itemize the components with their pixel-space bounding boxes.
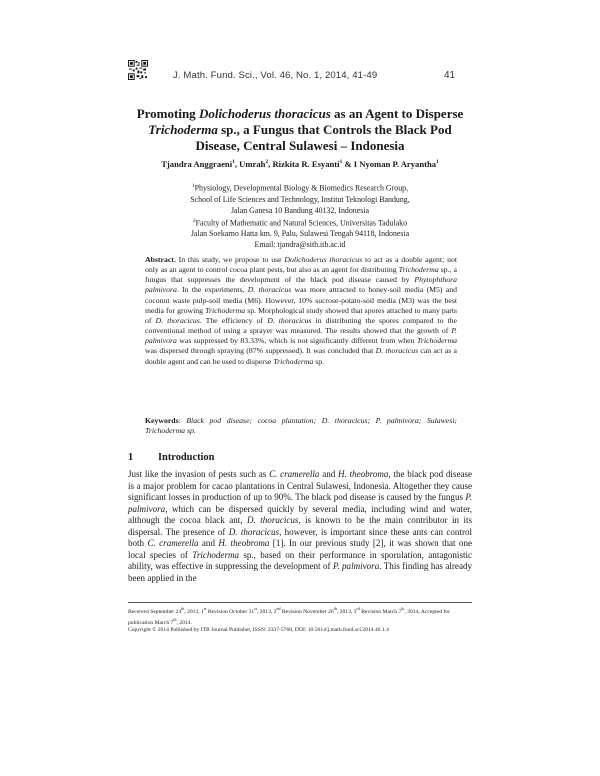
affiliations: [128, 181, 472, 250]
affiliation-1-line-2: School of Life Sciences and Technology, Institut Teknologi Bandung,: [190, 194, 410, 204]
section-title: Introduction: [158, 452, 215, 463]
introduction-paragraph: Just like the invasion of pests such as C. cramerella and H. theobroma, the black pod disease is a major problem for cacao plantations in Central Sulawesi, Indonesia. Altogether they cause significant losses in production of up to 90%. The black pod disease is caused by the fungus P. palmivora, which can be dispersed quickly by several media, including wind and water, although the cocoa black ant, D. thoracicus, is known to be the main contributor in its dispersal. The presence of D. thoracicus, however, is important since these ants can control both C. cramerella and H. theobroma [1]. In our previous study [2], it was shown that one local species of Trichoderma sp., based on their performance in sporulation, antagonistic ability, was effective in suppressing the development of P. palmivora. This finding has already been applied in the: [128, 469, 473, 583]
affiliation-1-line-1: $^1$Physiology, Developmental Biology & Biomedics Research Group,: [191, 183, 409, 193]
author-list: Tjandra Anggraeni$^1$, Umrah$^2$, Rizkita R. Esyanti$^1$ & I Nyoman P. Aryantha$^1$: [161, 159, 439, 169]
footnote-divider: [128, 602, 472, 603]
keywords-list: Black pod disease; cocoa plantation; D. thoracicus; P. palmivora; Sulawesi; Trichoderma sp.: [145, 416, 457, 436]
qr-code-icon: [128, 60, 148, 80]
footnote: [128, 605, 472, 635]
copyright-line: Copyright © 2014 Published by ITB Journal Publisher, ISSN: 2337-5760, DOI: 10.5614/j.math.fund.sci.2014.46.1.4: [128, 627, 389, 634]
section-number: 1: [128, 452, 134, 463]
affiliation-2-line-2: Jalan Soekarno Hatta km. 9, Palu, Sulawesi Tengah 94118, Indonesia: [190, 229, 410, 239]
section-heading-introduction: [128, 452, 214, 463]
affiliation-1-line-3: Jalan Ganesa 10 Bandung 40132, Indonesia: [230, 205, 370, 215]
author-email[interactable]: Email: tjandra@sith.itb.ac.id: [254, 240, 346, 250]
abstract-label: Abstract.: [145, 255, 176, 264]
abstract: Abstract. In this study, we propose to use Dolichoderus thoracicus to act as a double agent; not only as an agent to control cocoa plant pests, but also as an agent for distributing Trichoderma sp., a fungus that suppresses the development of the black pod disease caused by Phytophthora palmivora. In the experiments, D. thoracicus was more attracted to honey-soil media (M5) and coconut waste pulp-soil media (M6). However, 10% sucrose-potato-soil media (M3) was the best media for growing Trichoderma sp. Morphological study showed that spores attached to many parts of D. thoracicus. The efficiency of D. thoracicus in distributing the spores compared to the conventional method of using a sprayer was measured. The results showed that the growth of P. palmivora was suppressed by 83.33%, which is not significantly different from when Trichoderma was dispersed through spraying (87% suppressed). It was concluded that D. thoracicus can act as a double agent and can be used to disperse Trichoderma sp.: [145, 255, 457, 366]
keywords-label: Keywords: [145, 416, 179, 425]
page-number: 41: [444, 70, 456, 81]
affiliation-2-line-1: $^2$Faculty of Mathematic and Natural Sciences, Universitas Tadulako: [192, 217, 408, 228]
keywords: Keywords: Black pod disease; cocoa plantation; D. thoracicus; P. palmivora; Sulawesi; Trichoderma sp.: [145, 416, 457, 436]
revision-history: Received September 24th, 2013, 1st Revision October 31st, 2013, 2nd Revision November 26th, 2013, 3rd Revision March 7th, 2014, Accepted for publication March 7th, 2014.: [128, 606, 450, 627]
journal-citation: J. Math. Fund. Sci., Vol. 46, No. 1, 2014, 41-49: [173, 70, 378, 81]
paper-title: Promoting Dolichoderus thoracicus as an Agent to Disperse Trichoderma sp., a Fungus that Controls the Black Pod Disease, Central Sulawesi – Indonesia: [136, 106, 464, 153]
